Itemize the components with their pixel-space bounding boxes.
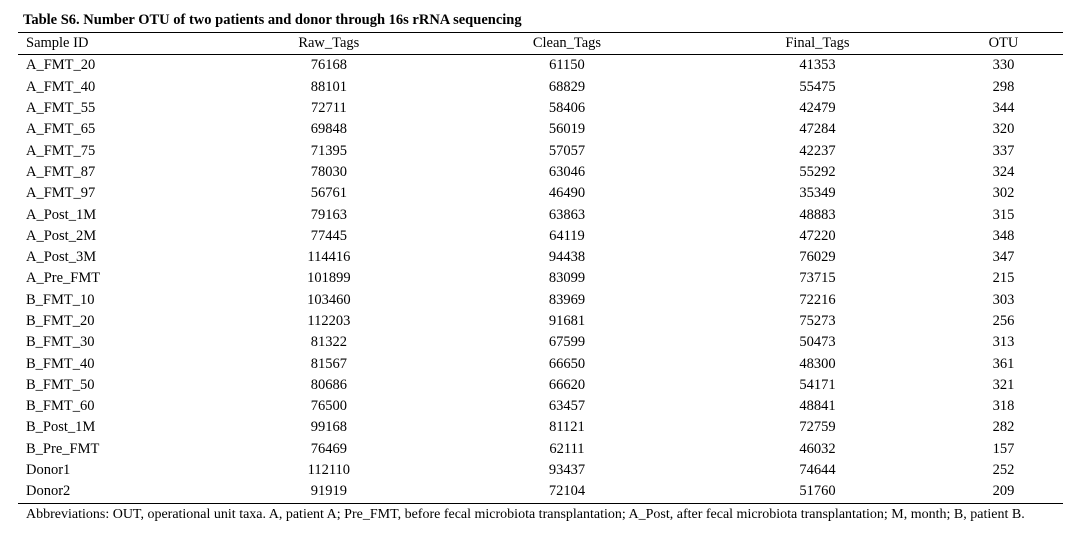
final-tags-cell: 41353 [799, 57, 836, 74]
clean-tags-cell: 67599 [548, 334, 586, 351]
clean-tags-cell: 66620 [548, 376, 586, 393]
clean-tags-cell: 56019 [548, 121, 586, 138]
sample-id-cell: A_Pre_FMT [26, 270, 101, 287]
otu-cell: 361 [992, 355, 1015, 372]
raw-tags-cell: 71395 [310, 142, 347, 159]
sample-id-cell: B_FMT_50 [26, 376, 95, 393]
sample-id-cell: B_FMT_30 [26, 334, 95, 351]
final-tags-cell: 48883 [799, 206, 836, 223]
otu-cell: 157 [992, 440, 1015, 457]
raw-tags-cell: 81322 [310, 334, 347, 351]
sample-id-cell: Donor2 [18, 481, 215, 503]
otu-cell: 209 [944, 481, 1063, 503]
raw-tags-cell: 78030 [310, 163, 347, 180]
sample-id-cell: A_FMT_20 [26, 57, 96, 74]
clean-tags-cell: 46490 [548, 185, 586, 202]
sample-id-cell: B_Pre_FMT [26, 440, 100, 457]
table-row [18, 204, 1063, 225]
final-tags-cell: 76029 [799, 249, 836, 266]
table-row [18, 162, 1063, 183]
table-row [18, 460, 1063, 481]
final-tags-cell: 74644 [799, 462, 836, 479]
table-row [18, 98, 1063, 119]
raw-tags-cell: 76469 [310, 440, 347, 457]
otu-cell: 256 [992, 313, 1015, 329]
table-row [18, 226, 1063, 247]
table-row [18, 290, 1063, 311]
clean-tags-cell: 83099 [548, 270, 586, 287]
final-tags-cell: 55292 [799, 163, 836, 180]
otu-cell: 344 [992, 100, 1015, 117]
otu-cell: 318 [992, 398, 1015, 415]
sample-id-cell: A_FMT_87 [26, 163, 96, 180]
clean-tags-cell: 63046 [548, 163, 586, 180]
table-caption: Table S6. Number OTU of two patients and donor through 16s rRNA sequencing [23, 12, 522, 28]
clean-tags-cell: 72104 [443, 481, 691, 503]
final-tags-cell: 55475 [799, 78, 836, 95]
otu-cell: 320 [992, 121, 1015, 138]
table-row [18, 332, 1063, 353]
table-row [18, 481, 1063, 503]
sample-id-cell: A_FMT_65 [26, 121, 96, 138]
raw-tags-cell: 114416 [307, 249, 351, 266]
final-tags-cell: 42479 [799, 100, 836, 117]
otu-cell: 321 [992, 376, 1015, 393]
raw-tags-cell: 79163 [310, 206, 347, 223]
clean-tags-cell: 94438 [548, 249, 586, 266]
table-row [18, 55, 1063, 77]
sample-id-cell: B_FMT_10 [26, 291, 95, 308]
table-row [18, 396, 1063, 417]
clean-tags-cell: 83969 [548, 291, 586, 308]
raw-tags-cell: 91919 [215, 481, 443, 503]
raw-tags-cell: 112110 [307, 462, 351, 479]
final-tags-cell: 48841 [799, 398, 836, 415]
otu-cell: 298 [992, 78, 1015, 95]
sample-id-cell: A_Post_1M [26, 206, 97, 223]
final-tags-cell: 51760 [691, 481, 944, 503]
final-tags-cell: 46032 [799, 440, 836, 457]
table-body [18, 55, 1063, 503]
header-sample-id: Sample ID [18, 33, 215, 55]
otu-cell: 215 [992, 270, 1015, 287]
table-row [18, 77, 1063, 98]
sample-id-cell: A_FMT_40 [26, 78, 96, 95]
sample-id-cell: B_Post_1M [26, 419, 96, 436]
final-tags-cell: 72216 [799, 291, 836, 308]
final-tags-cell: 42237 [799, 142, 836, 159]
table-row [18, 119, 1063, 140]
table-row [18, 140, 1063, 161]
header-final-tags: Final_Tags [691, 33, 944, 55]
clean-tags-cell: 57057 [548, 142, 586, 159]
sample-id-cell: Donor1 [26, 462, 71, 479]
raw-tags-cell: 76500 [310, 398, 347, 415]
final-tags-cell: 47220 [799, 227, 836, 244]
clean-tags-cell: 93437 [548, 462, 586, 479]
otu-cell: 337 [992, 142, 1015, 159]
raw-tags-cell: 101899 [307, 270, 351, 287]
raw-tags-cell: 76168 [310, 57, 347, 74]
sample-id-cell: A_FMT_97 [26, 185, 96, 202]
otu-cell: 348 [992, 227, 1015, 244]
sample-id-cell: A_Post_3M [26, 249, 97, 266]
clean-tags-cell: 63457 [548, 398, 586, 415]
otu-cell: 313 [992, 334, 1015, 351]
table-row [18, 247, 1063, 268]
final-tags-cell: 72759 [799, 419, 836, 436]
sample-id-cell: B_FMT_20 [26, 313, 95, 329]
raw-tags-cell: 56761 [310, 185, 347, 202]
otu-cell: 302 [992, 185, 1015, 202]
final-tags-cell: 48300 [799, 355, 836, 372]
raw-tags-cell: 77445 [310, 227, 347, 244]
clean-tags-cell: 63863 [548, 206, 586, 223]
final-tags-cell: 73715 [799, 270, 836, 287]
raw-tags-cell: 81567 [310, 355, 347, 372]
table-header-row [18, 33, 1063, 55]
table-row [18, 353, 1063, 374]
final-tags-cell: 35349 [799, 185, 836, 202]
clean-tags-cell: 66650 [548, 355, 586, 372]
otu-cell: 347 [992, 249, 1015, 266]
header-otu: OTU [944, 33, 1063, 55]
final-tags-cell: 75273 [799, 313, 836, 329]
clean-tags-cell: 91681 [548, 313, 586, 329]
table-row [18, 268, 1063, 289]
raw-tags-cell: 103460 [307, 291, 351, 308]
table-footnote: Abbreviations: OUT, operational unit taxa. A, patient A; Pre_FMT, before fecal microbiota transplantation; A_Post, after fecal microbiota transplantation; M, month; B, patient B. [26, 507, 1025, 522]
raw-tags-cell: 72711 [310, 100, 347, 117]
header-raw-tags: Raw_Tags [215, 33, 443, 55]
otu-cell: 303 [992, 291, 1015, 308]
table-row [18, 375, 1063, 396]
otu-table [18, 32, 1063, 504]
sample-id-cell: A_FMT_55 [26, 100, 96, 117]
table-row [18, 439, 1063, 460]
table-row [18, 311, 1063, 332]
raw-tags-cell: 88101 [310, 78, 347, 95]
raw-tags-cell: 99168 [310, 419, 347, 436]
otu-cell: 282 [992, 419, 1015, 436]
sample-id-cell: A_Post_2M [26, 227, 97, 244]
sample-id-cell: B_FMT_40 [26, 355, 95, 372]
clean-tags-cell: 61150 [549, 57, 585, 74]
table-row [18, 183, 1063, 204]
sample-id-cell: A_FMT_75 [26, 142, 96, 159]
clean-tags-cell: 58406 [548, 100, 586, 117]
otu-cell: 330 [992, 57, 1015, 74]
otu-cell: 315 [992, 206, 1015, 223]
raw-tags-cell: 80686 [310, 376, 347, 393]
header-clean-tags: Clean_Tags [443, 33, 691, 55]
final-tags-cell: 47284 [799, 121, 836, 138]
table-row [18, 417, 1063, 438]
clean-tags-cell: 64119 [549, 227, 585, 244]
otu-cell: 252 [992, 462, 1015, 479]
otu-cell: 324 [992, 163, 1015, 180]
raw-tags-cell: 69848 [310, 121, 347, 138]
clean-tags-cell: 68829 [548, 78, 586, 95]
clean-tags-cell: 62111 [549, 440, 585, 457]
final-tags-cell: 50473 [799, 334, 836, 351]
final-tags-cell: 54171 [799, 376, 836, 393]
raw-tags-cell: 112203 [307, 313, 351, 329]
sample-id-cell: B_FMT_60 [26, 398, 95, 415]
clean-tags-cell: 81121 [549, 419, 585, 436]
